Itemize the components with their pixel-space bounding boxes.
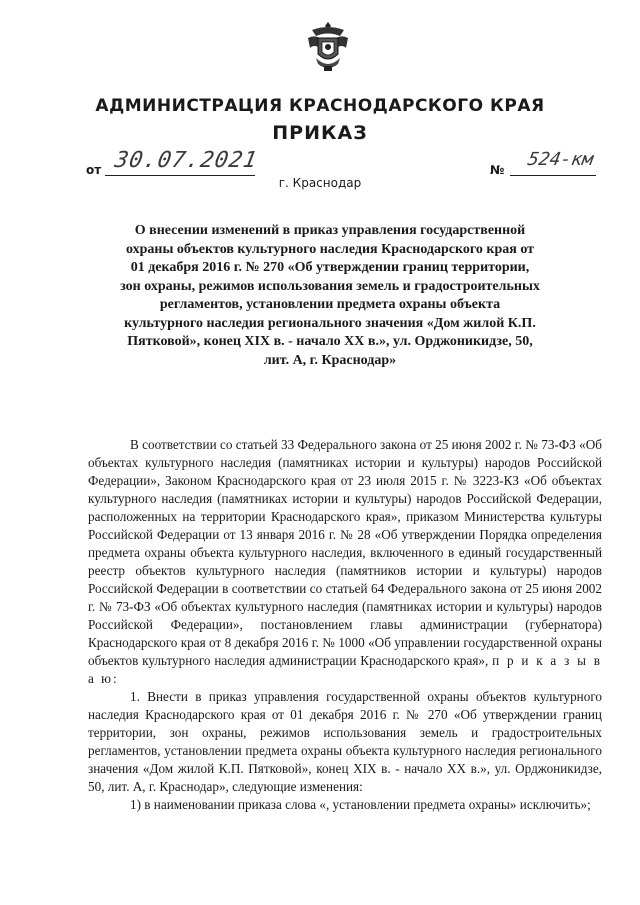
paragraph-item-1-1: 1) в наименовании приказа слова «, установлении предмета охраны» исключить»; bbox=[130, 797, 591, 812]
paragraph-preamble bbox=[88, 436, 602, 688]
number-label: № bbox=[490, 163, 505, 177]
coat-of-arms-emblem bbox=[306, 20, 350, 74]
organization-name: АДМИНИСТРАЦИЯ КРАСНОДАРСКОГО КРАЯ bbox=[95, 96, 545, 116]
paragraph-item-1: 1. Внести в приказ управления государственной охраны объектов культурного наследия Краснодарского края от 01 декабря 2016 г. № 270 «Об утверждении границ территории, зон охраны, режимов использования земель и градостроительных регламентов, установлении предмета охраны объекта культурного наследия регионального значения «Дом жилой К.П. Пятковой», конец XIX в. - начало XX в.», ул. Орджоникидзе, 50, лит. А, г. Краснодар», следующие изменения: bbox=[88, 689, 602, 794]
handwritten-date: 30.07.2021 bbox=[112, 148, 260, 173]
city-name: г. Краснодар bbox=[278, 176, 362, 190]
preamble-text: В соответствии со статьей 33 Федерального закона от 25 июня 2002 г. № 73-ФЗ «Об объектах культурного наследия (памятниках истории и культуры) народов Российской Федерации», Законом Краснодарского края от 23 июля 2015 г. № 3223-КЗ «Об объектах культурного наследия (памятниках истории и культуры) народов Российской Федерации, расположенных на территории Краснодарского края», приказом Министерства культуры Российской Федерации от 13 января 2016 г. № 28 «Об утверждении Порядка определения предмета охраны объекта культурного наследия, включенного в единый государственный реестр объектов культурного наследия (памятников истории и культуры) народов Российской Федерации в соответствии со статьей 64 Федерального закона от 25 июня 2002 г. № 73-ФЗ «Об объектах культурного наследия (памятниках истории и культуры) народов Российской Федерации», постановлением главы администрации (губернатора) Краснодарского края от 8 декабря 2016 г. № 1000 «Об управлении государственной охраны объектов культурного наследия администрации Краснодарского края», bbox=[88, 437, 602, 668]
document-title: О внесении изменений в приказ управления государственной охраны объектов культурного наследия Краснодарского края от 01 декабря 2016 г. № 270 «Об утверждении границ территории, зон охраны, режимов использования земель и градостроительных регламентов, установлении предмета охраны объекта культурного наследия регионального значения «Дом жилой К.П. Пятковой», конец XIX в. - начало XX в.», ул. Орджоникидзе, 50, лит. А, г. Краснодар» bbox=[120, 223, 540, 368]
date-label: от bbox=[86, 163, 102, 177]
handwritten-number: 524-км bbox=[526, 149, 595, 170]
document-type: ПРИКАЗ bbox=[272, 122, 368, 144]
order-word: п р и к а з ы в а ю: bbox=[88, 653, 603, 686]
document-body bbox=[88, 436, 602, 814]
